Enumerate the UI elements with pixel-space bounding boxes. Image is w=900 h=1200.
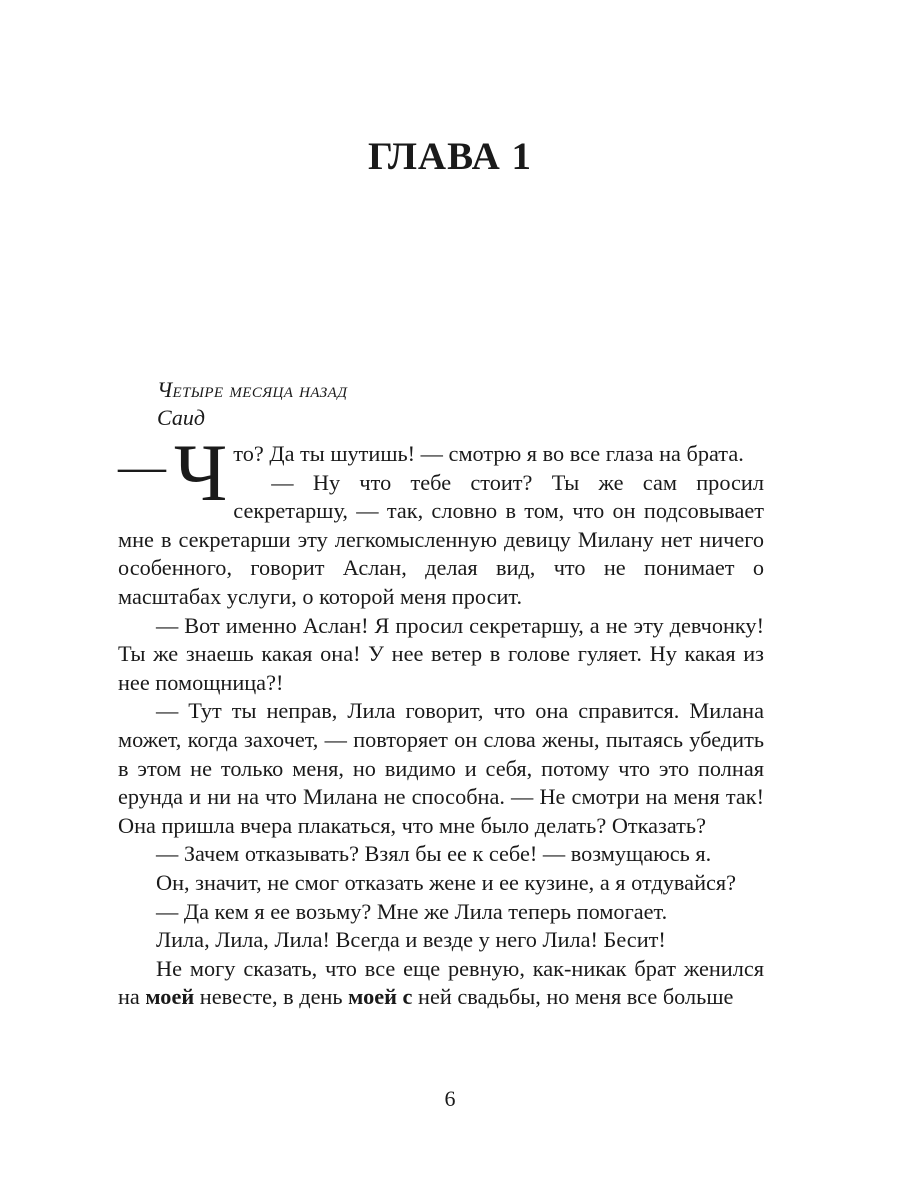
paragraph-1 (118, 427, 764, 518)
paragraph-3: — Вот именно Аслан! Я просил секретаршу, а не эту девчонку! Ты же знаешь какая она! У нее ветер в голове гуляет. Ну какая из нее помощница?! (118, 612, 764, 695)
dropcap-letter: Ч (174, 427, 228, 518)
paragraph-8: Лила, Лила, Лила! Всегда и везде у него Лила! Бесит! (156, 927, 666, 953)
paragraph-7: — Да кем я ее возьму? Мне же Лила теперь помогает. (156, 898, 668, 924)
paragraph-5: — Зачем отказывать? Взял бы ее к себе! — возмущаюсь я. (156, 841, 712, 867)
paragraph-2: — Ну что тебе стоит? Ты же сам просил секретаршу, — так, словно в том, что он подсовывает мне в секретарши эту легкомысленную девицу Милану нет ничего особенного, говорит Аслан, делая вид, что не понимает о масштабах услуги, о которой меня просит. (118, 469, 764, 609)
text-run: невесте, в день (194, 984, 349, 1010)
dropcap-dash: — (118, 440, 166, 493)
text-run: ней свадьбы, но меня все больше (412, 984, 734, 1010)
bold-run: моей с (348, 984, 413, 1010)
paragraph-text: то? Да ты шутишь! — смотрю я во все глаза на брата. (233, 441, 744, 466)
paragraph-4: — Тут ты неправ, Лила говорит, что она справится. Милана может, когда захочет, — повторяет он слова жены, пытаясь убедить в этом не только меня, но видимо и себя, потому что это полная ерунда и ни на что Милана не способна. — Не смотри на меня так! Она пришла вчера плакаться, что мне было делать? Отказать? (118, 698, 764, 838)
page-number: 6 (444, 1086, 456, 1111)
paragraph-9 (118, 955, 764, 1012)
bold-run: моей (145, 984, 195, 1010)
text-run: Не могу сказать, что все еще ревную, как-никак брат женился на (118, 955, 764, 1010)
chapter-title: ГЛАВА 1 (367, 135, 533, 178)
epigraph-time: Четыре месяца назад (157, 377, 348, 402)
paragraph-6: Он, значит, не смог отказать жене и ее кузине, а я отдувайся? (156, 869, 737, 895)
epigraph (157, 376, 347, 432)
chapter-body (118, 427, 764, 1012)
epigraph-narrator: Саид (157, 405, 205, 430)
